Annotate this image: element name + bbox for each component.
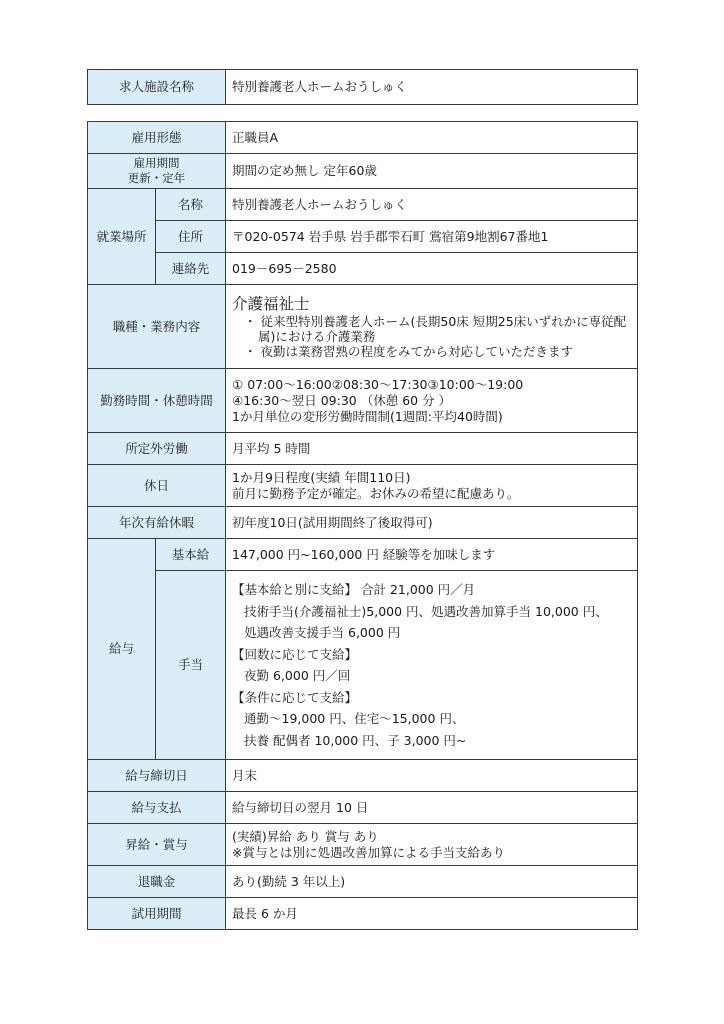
hours-value: [226, 369, 638, 433]
row-raise-bonus: [88, 824, 638, 866]
row-pay-cutoff: [88, 760, 638, 792]
row-working-hours: [88, 369, 638, 433]
allowance-line-2: 技術手当(介護福祉士)5,000 円、処遇改善加算手当 10,000 円、: [244, 603, 608, 619]
job-bullet-1: ・ 従来型特別養護老人ホーム(長期50床 短期25床いずれかに専従配属)における介護業務: [244, 313, 627, 344]
facility-name: 特別養護老人ホームおうしゅく: [226, 70, 638, 105]
row-retirement: [88, 866, 638, 898]
allowance-line-8: 扶養 配偶者 10,000 円、子 3,000 円~: [244, 732, 467, 748]
row-job-description: [88, 285, 638, 369]
overtime-value: 月平均 5 時間: [226, 433, 638, 465]
row-base-salary: [88, 539, 638, 571]
allowance-line-7: 通勤～19,000 円、住宅～15,000 円、: [244, 711, 465, 726]
job-bullet-2: ・ 夜勤は業務習熟の程度をみてから対応していただきます: [244, 343, 573, 359]
row-employment-type: [88, 122, 638, 154]
holidays-label: 休日: [88, 465, 226, 507]
base-salary-label: 基本給: [156, 539, 226, 571]
employment-period-label-line1: 雇用期間: [133, 156, 180, 170]
employment-period-label: [88, 154, 226, 189]
row-probation: [88, 898, 638, 930]
overtime-label: 所定外労働: [88, 433, 226, 465]
allowance-line-3: 処遇改善支援手当 6,000 円: [244, 625, 401, 640]
employment-type-value: 正職員A: [226, 122, 638, 154]
row-overtime: [88, 433, 638, 465]
holidays-value: [226, 465, 638, 507]
pay-cutoff-value: 月末: [226, 760, 638, 792]
row-workplace-address: [88, 221, 638, 253]
employment-period-value: 期間の定め無し 定年60歳: [226, 154, 638, 189]
paid-leave-label: 年次有給休暇: [88, 507, 226, 539]
workplace-name-label: 名称: [156, 189, 226, 221]
job-label: 職種・業務内容: [88, 285, 226, 369]
holidays-line-2: 前月に勤務予定が確定。お休みの希望に配慮あり。: [232, 485, 520, 501]
allowance-line-5: 夜勤 6,000 円／回: [244, 668, 351, 683]
probation-value: 最長 6 か月: [226, 898, 638, 930]
facility-label: 求人施設名称: [88, 70, 226, 105]
base-salary-value: 147,000 円~160,000 円 経験等を加味します: [226, 539, 638, 571]
allowance-line-4: 【回数に応じて支給】: [232, 646, 358, 662]
hours-label: 勤務時間・休憩時間: [88, 369, 226, 433]
allowance-value: [226, 571, 638, 760]
probation-label: 試用期間: [88, 898, 226, 930]
row-allowances: [88, 571, 638, 760]
holidays-line-1: 1か月9日程度(実績 年間110日): [232, 469, 411, 485]
hours-line-2: ④16:30～翌日 09:30 （休憩 60 分 ）: [232, 392, 452, 408]
pay-day-value: 給与締切日の翌月 10 日: [226, 792, 638, 824]
workplace-contact-value: 019－695－2580: [226, 253, 638, 285]
workplace-name-value: 特別養護老人ホームおうしゅく: [226, 189, 638, 221]
workplace-address-value: 〒020-0574 岩手県 岩手郡雫石町 鴬宿第9地割67番地1: [226, 221, 638, 253]
employment-period-label-line2: 更新・定年: [127, 171, 186, 185]
allowance-label: 手当: [156, 571, 226, 760]
retirement-value: あり(勤続 3 年以上): [226, 866, 638, 898]
allowance-line-6: 【条件に応じて支給】: [232, 689, 358, 705]
row-employment-period: [88, 154, 638, 189]
raise-bonus-line-2: ※賞与とは別に処遇改善加算による手当支給あり: [232, 844, 505, 860]
job-value: [226, 285, 638, 369]
employment-type-label: 雇用形態: [88, 122, 226, 154]
hours-line-3: 1か月単位の変形労働時間制(1週間:平均40時間): [232, 408, 503, 424]
raise-bonus-label: 昇給・賞与: [88, 824, 226, 866]
paid-leave-value: 初年度10日(試用期間終了後取得可): [226, 507, 638, 539]
raise-bonus-line-1: (実績)昇給 あり 賞与 あり: [232, 828, 379, 844]
pay-day-label: 給与支払: [88, 792, 226, 824]
facility-table: [87, 69, 638, 105]
workplace-contact-label: 連絡先: [156, 253, 226, 285]
workplace-label: 就業場所: [88, 189, 156, 285]
allowance-line-1: 【基本給と別に支給】 合計 21,000 円／月: [232, 582, 476, 597]
row-pay-day: [88, 792, 638, 824]
row-workplace-contact: [88, 253, 638, 285]
hours-line-1: ① 07:00～16:00②08:30～17:30③10:00～19:00: [232, 376, 524, 392]
job-details-table: [87, 121, 638, 930]
retirement-label: 退職金: [88, 866, 226, 898]
workplace-address-label: 住所: [156, 221, 226, 253]
pay-cutoff-label: 給与締切日: [88, 760, 226, 792]
raise-bonus-value: [226, 824, 638, 866]
row-workplace-name: [88, 189, 638, 221]
salary-label: 給与: [88, 539, 156, 760]
row-holidays: [88, 465, 638, 507]
job-title: 介護福祉士: [232, 294, 310, 313]
row-paid-leave: [88, 507, 638, 539]
